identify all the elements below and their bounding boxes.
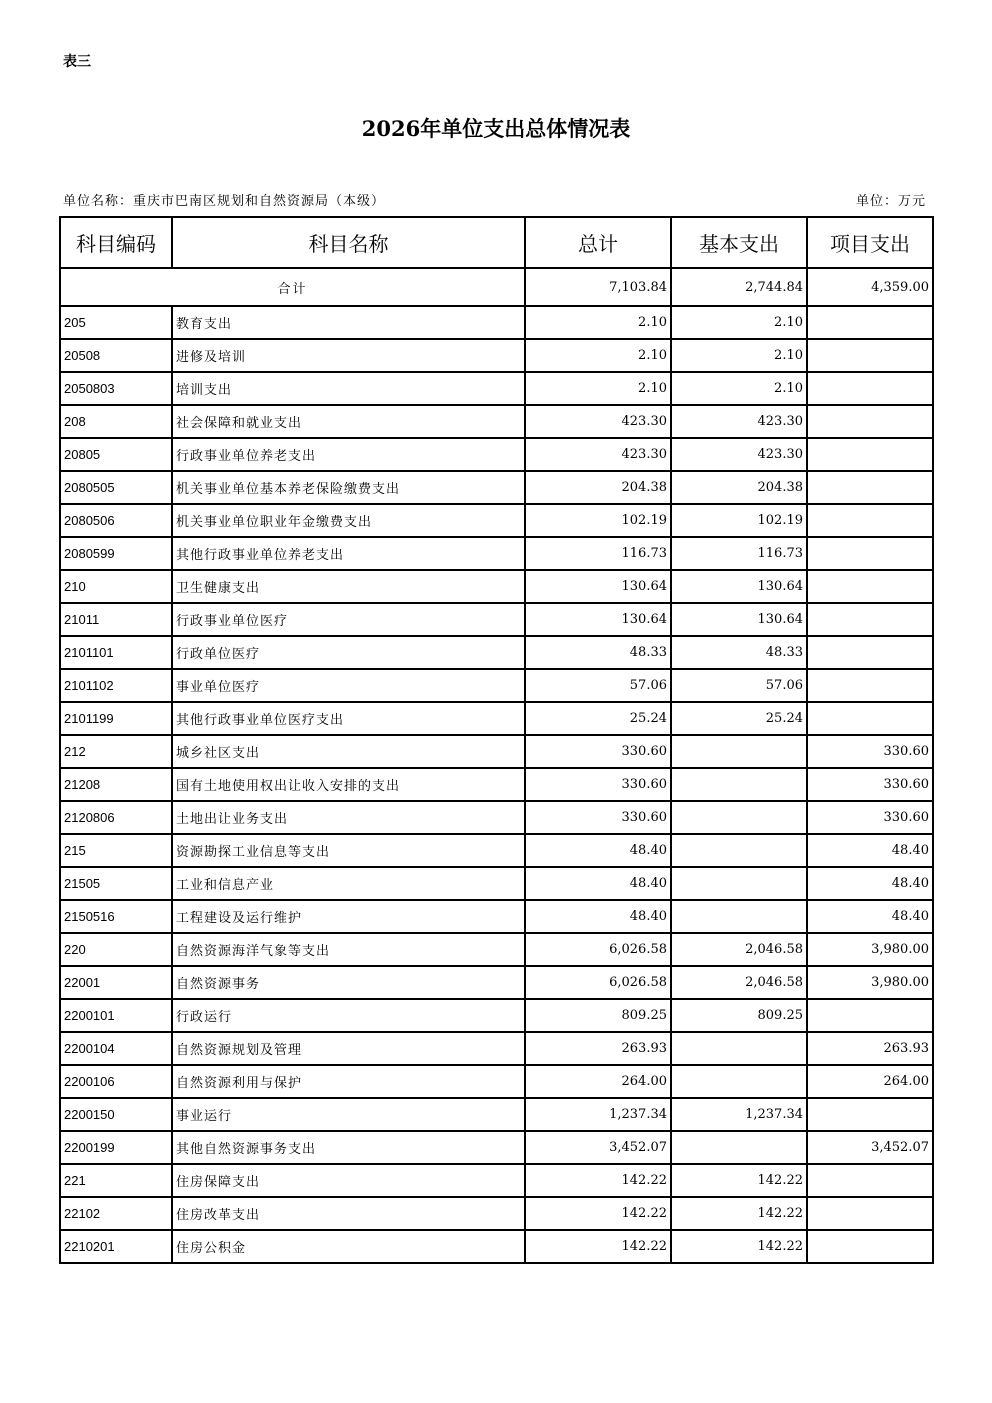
row-project: 3,980.00: [807, 966, 933, 999]
row-name: 其他行政事业单位医疗支出: [172, 702, 525, 735]
row-code: 2210201: [60, 1230, 172, 1263]
row-total: 2.10: [525, 372, 671, 405]
row-total: 330.60: [525, 801, 671, 834]
row-name: 行政单位医疗: [172, 636, 525, 669]
row-total: 130.64: [525, 570, 671, 603]
row-project: [807, 504, 933, 537]
table-row: [60, 1230, 933, 1263]
row-total: 25.24: [525, 702, 671, 735]
row-project: 330.60: [807, 735, 933, 768]
table-row: [60, 1164, 933, 1197]
row-project: [807, 372, 933, 405]
row-project: [807, 1197, 933, 1230]
header-code: 科目编码: [60, 217, 172, 268]
row-basic: 423.30: [671, 438, 807, 471]
row-project: 3,980.00: [807, 933, 933, 966]
row-basic: 204.38: [671, 471, 807, 504]
header-project: 项目支出: [807, 217, 933, 268]
row-name: 住房保障支出: [172, 1164, 525, 1197]
row-basic: 142.22: [671, 1230, 807, 1263]
total-sum: 7,103.84: [525, 268, 671, 306]
row-project: 48.40: [807, 900, 933, 933]
table-row: [60, 702, 933, 735]
row-project: [807, 306, 933, 339]
row-basic: [671, 834, 807, 867]
row-name: 进修及培训: [172, 339, 525, 372]
row-project: 330.60: [807, 801, 933, 834]
row-project: [807, 438, 933, 471]
table-row: [60, 372, 933, 405]
row-total: 263.93: [525, 1032, 671, 1065]
page-title: 2026年单位支出总体情况表: [361, 116, 631, 141]
total-row: [60, 268, 933, 306]
row-name: 事业单位医疗: [172, 669, 525, 702]
row-name: 住房改革支出: [172, 1197, 525, 1230]
table-row: [60, 735, 933, 768]
row-project: [807, 339, 933, 372]
row-name: 国有土地使用权出让收入安排的支出: [172, 768, 525, 801]
row-basic: 423.30: [671, 405, 807, 438]
row-name: 自然资源事务: [172, 966, 525, 999]
currency-unit-label: 单位：万元: [855, 194, 926, 209]
row-basic: 142.22: [671, 1197, 807, 1230]
row-basic: [671, 735, 807, 768]
table-row: [60, 636, 933, 669]
table-row: [60, 405, 933, 438]
row-basic: [671, 801, 807, 834]
row-project: [807, 702, 933, 735]
row-name: 教育支出: [172, 306, 525, 339]
row-total: 48.40: [525, 834, 671, 867]
table-row: [60, 768, 933, 801]
row-total: 1,237.34: [525, 1098, 671, 1131]
row-basic: 130.64: [671, 603, 807, 636]
total-project: 4,359.00: [807, 268, 933, 306]
table-row: [60, 669, 933, 702]
table-row: [60, 1131, 933, 1164]
header-name: 科目名称: [172, 217, 525, 268]
row-name: 城乡社区支出: [172, 735, 525, 768]
row-name: 工程建设及运行维护: [172, 900, 525, 933]
table-row: [60, 834, 933, 867]
row-basic: 2.10: [671, 339, 807, 372]
row-project: [807, 1164, 933, 1197]
row-total: 102.19: [525, 504, 671, 537]
row-code: 2101102: [60, 669, 172, 702]
total-label: 合计: [60, 268, 525, 306]
row-basic: 2.10: [671, 372, 807, 405]
row-project: 48.40: [807, 834, 933, 867]
row-basic: 2,046.58: [671, 966, 807, 999]
row-project: 3,452.07: [807, 1131, 933, 1164]
row-total: 264.00: [525, 1065, 671, 1098]
row-project: [807, 999, 933, 1032]
table-row: [60, 471, 933, 504]
row-code: 210: [60, 570, 172, 603]
row-code: 2050803: [60, 372, 172, 405]
row-name: 土地出让业务支出: [172, 801, 525, 834]
row-code: 208: [60, 405, 172, 438]
row-basic: 142.22: [671, 1164, 807, 1197]
row-project: [807, 636, 933, 669]
table-row: [60, 867, 933, 900]
table-row: [60, 1197, 933, 1230]
row-name: 行政事业单位养老支出: [172, 438, 525, 471]
row-project: [807, 471, 933, 504]
row-basic: 25.24: [671, 702, 807, 735]
row-project: [807, 537, 933, 570]
header-basic: 基本支出: [671, 217, 807, 268]
row-basic: 48.33: [671, 636, 807, 669]
row-total: 142.22: [525, 1197, 671, 1230]
row-total: 130.64: [525, 603, 671, 636]
row-basic: [671, 1131, 807, 1164]
table-row: [60, 1032, 933, 1065]
row-total: 2.10: [525, 339, 671, 372]
row-code: 2200106: [60, 1065, 172, 1098]
table-row: [60, 603, 933, 636]
row-total: 142.22: [525, 1230, 671, 1263]
row-basic: 130.64: [671, 570, 807, 603]
row-total: 423.30: [525, 405, 671, 438]
row-code: 2200104: [60, 1032, 172, 1065]
table-row: [60, 933, 933, 966]
row-name: 培训支出: [172, 372, 525, 405]
row-name: 住房公积金: [172, 1230, 525, 1263]
row-code: 2120806: [60, 801, 172, 834]
row-total: 204.38: [525, 471, 671, 504]
table-row: [60, 1065, 933, 1098]
row-project: 48.40: [807, 867, 933, 900]
row-name: 机关事业单位基本养老保险缴费支出: [172, 471, 525, 504]
row-total: 6,026.58: [525, 966, 671, 999]
row-total: 116.73: [525, 537, 671, 570]
row-project: 330.60: [807, 768, 933, 801]
table-row: [60, 438, 933, 471]
row-total: 48.40: [525, 867, 671, 900]
table-row: [60, 900, 933, 933]
row-basic: 1,237.34: [671, 1098, 807, 1131]
row-total: 809.25: [525, 999, 671, 1032]
row-total: 57.06: [525, 669, 671, 702]
row-name: 自然资源海洋气象等支出: [172, 933, 525, 966]
row-code: 2101199: [60, 702, 172, 735]
row-total: 6,026.58: [525, 933, 671, 966]
row-code: 2101101: [60, 636, 172, 669]
header-total: 总计: [525, 217, 671, 268]
table-row: [60, 537, 933, 570]
row-code: 2080505: [60, 471, 172, 504]
table-row: [60, 801, 933, 834]
row-code: 2200150: [60, 1098, 172, 1131]
row-total: 2.10: [525, 306, 671, 339]
row-name: 其他自然资源事务支出: [172, 1131, 525, 1164]
row-code: 212: [60, 735, 172, 768]
row-code: 22001: [60, 966, 172, 999]
table-row: [60, 1098, 933, 1131]
row-basic: [671, 1065, 807, 1098]
row-name: 工业和信息产业: [172, 867, 525, 900]
row-basic: 57.06: [671, 669, 807, 702]
row-total: 142.22: [525, 1164, 671, 1197]
row-name: 卫生健康支出: [172, 570, 525, 603]
table-row: [60, 999, 933, 1032]
row-name: 自然资源规划及管理: [172, 1032, 525, 1065]
row-code: 21208: [60, 768, 172, 801]
row-name: 社会保障和就业支出: [172, 405, 525, 438]
row-basic: [671, 1032, 807, 1065]
row-code: 205: [60, 306, 172, 339]
row-project: [807, 603, 933, 636]
total-basic: 2,744.84: [671, 268, 807, 306]
row-project: [807, 405, 933, 438]
row-basic: [671, 900, 807, 933]
row-basic: 809.25: [671, 999, 807, 1032]
row-total: 48.40: [525, 900, 671, 933]
row-name: 机关事业单位职业年金缴费支出: [172, 504, 525, 537]
row-code: 215: [60, 834, 172, 867]
row-total: 48.33: [525, 636, 671, 669]
row-name: 行政事业单位医疗: [172, 603, 525, 636]
row-basic: [671, 867, 807, 900]
row-project: 263.93: [807, 1032, 933, 1065]
table-row: [60, 570, 933, 603]
row-project: 264.00: [807, 1065, 933, 1098]
row-code: 2080506: [60, 504, 172, 537]
row-name: 其他行政事业单位养老支出: [172, 537, 525, 570]
row-name: 事业运行: [172, 1098, 525, 1131]
row-code: 22102: [60, 1197, 172, 1230]
table-row: [60, 339, 933, 372]
row-code: 20508: [60, 339, 172, 372]
row-code: 2150516: [60, 900, 172, 933]
table-header-row: [60, 217, 933, 268]
row-total: 423.30: [525, 438, 671, 471]
row-code: 221: [60, 1164, 172, 1197]
row-code: 21011: [60, 603, 172, 636]
table-row: [60, 504, 933, 537]
row-total: 330.60: [525, 768, 671, 801]
row-project: [807, 570, 933, 603]
table-row: [60, 306, 933, 339]
row-basic: 116.73: [671, 537, 807, 570]
table-row: [60, 966, 933, 999]
row-name: 行政运行: [172, 999, 525, 1032]
row-project: [807, 1230, 933, 1263]
row-code: 21505: [60, 867, 172, 900]
row-code: 20805: [60, 438, 172, 471]
row-total: 3,452.07: [525, 1131, 671, 1164]
row-code: 2200199: [60, 1131, 172, 1164]
row-code: 220: [60, 933, 172, 966]
row-name: 资源勘探工业信息等支出: [172, 834, 525, 867]
row-project: [807, 1098, 933, 1131]
row-basic: 2,046.58: [671, 933, 807, 966]
row-code: 2080599: [60, 537, 172, 570]
row-name: 自然资源利用与保护: [172, 1065, 525, 1098]
table-number-label: 表三: [63, 54, 91, 70]
row-basic: [671, 768, 807, 801]
row-project: [807, 669, 933, 702]
unit-name-label: 单位名称：重庆市巴南区规划和自然资源局（本级）: [63, 194, 386, 209]
row-total: 330.60: [525, 735, 671, 768]
expenditure-table: [59, 216, 934, 1264]
row-basic: 102.19: [671, 504, 807, 537]
row-basic: 2.10: [671, 306, 807, 339]
row-code: 2200101: [60, 999, 172, 1032]
